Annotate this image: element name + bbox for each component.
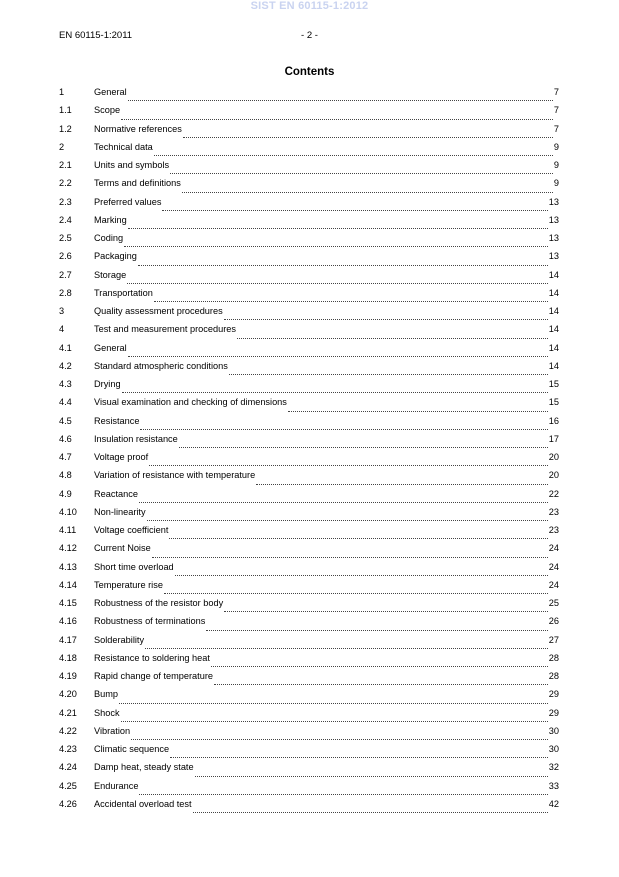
- toc-entry[interactable]: [59, 361, 559, 379]
- toc-leader-dots: [214, 684, 548, 685]
- toc-leader-dots: [122, 392, 548, 393]
- toc-entry-label: Endurance: [94, 780, 139, 791]
- toc-entry-label: Standard atmospheric conditions: [94, 360, 228, 371]
- toc-leader-dots: [211, 666, 548, 667]
- toc-entry-number: 4: [59, 324, 65, 335]
- toc-entry-number: 2.8: [59, 287, 72, 298]
- toc-leader-dots: [140, 429, 547, 430]
- toc-entry-label: Resistance: [94, 415, 140, 426]
- toc-entry-number: 2.7: [59, 269, 72, 280]
- toc-entry-label: Shock: [94, 707, 120, 718]
- toc-entry[interactable]: [59, 562, 559, 580]
- toc-entry-label: Coding: [94, 233, 124, 243]
- toc-entry-number: 4.13: [59, 561, 77, 572]
- toc-entry-label: Visual examination and checking of dimensions: [94, 397, 287, 408]
- toc-entry-page: 27: [548, 634, 559, 645]
- toc-entry-page: 13: [548, 233, 559, 243]
- toc-leader-dots: [121, 119, 553, 120]
- toc-entry-number: 4.17: [59, 634, 77, 645]
- toc-entry-number: 4.22: [59, 725, 77, 736]
- toc-leader-dots: [139, 502, 548, 503]
- toc-entry-page: 9: [553, 141, 559, 152]
- toc-entry[interactable]: [59, 288, 559, 306]
- toc-entry-number: 4.12: [59, 543, 77, 554]
- toc-leader-dots: [288, 411, 548, 412]
- toc-entry-label: Drying: [94, 379, 121, 389]
- toc-entry-page: 14: [548, 269, 559, 280]
- toc-leader-dots: [128, 356, 548, 357]
- toc-entry-number: 4.1: [59, 342, 72, 353]
- toc-entry[interactable]: [59, 178, 559, 196]
- toc-entry-page: 9: [553, 160, 559, 170]
- toc-entry-label: Technical data: [94, 141, 153, 152]
- toc-entry-page: 28: [548, 652, 559, 663]
- toc-entry-label: Accidental overload test: [94, 798, 192, 809]
- toc-entry[interactable]: [59, 635, 559, 653]
- toc-entry[interactable]: [59, 671, 559, 689]
- toc-entry-page: 29: [548, 707, 559, 718]
- toc-entry-number: 4.4: [59, 397, 72, 408]
- toc-entry-label: Reactance: [94, 488, 138, 499]
- toc-entry[interactable]: [59, 306, 559, 324]
- toc-entry-number: 2.5: [59, 233, 72, 243]
- toc-leader-dots: [147, 520, 548, 521]
- toc-leader-dots: [127, 283, 548, 284]
- toc-entry-label: Robustness of terminations: [94, 616, 206, 627]
- toc-entry-page: 13: [548, 196, 559, 207]
- toc-entry-label: Short time overload: [94, 561, 174, 572]
- toc-entry[interactable]: [59, 434, 559, 452]
- page-title: Contents: [284, 66, 335, 78]
- toc-entry-label: Non-linearity: [94, 506, 146, 517]
- toc-entry-page: 13: [548, 251, 559, 262]
- toc-entry[interactable]: [59, 379, 559, 397]
- toc-entry-page: 25: [548, 598, 559, 608]
- toc-entry-number: 4.21: [59, 707, 77, 718]
- toc-leader-dots: [229, 374, 548, 375]
- toc-entry-number: 2.6: [59, 251, 72, 262]
- toc-entry-page: 15: [548, 397, 559, 408]
- toc-entry-label: Marking: [94, 214, 127, 225]
- toc-entry[interactable]: [59, 197, 559, 215]
- toc-leader-dots: [154, 155, 553, 156]
- toc-entry-page: 24: [548, 543, 559, 554]
- toc-entry-page: 24: [548, 579, 559, 590]
- toc-entry-number: 4.7: [59, 452, 72, 462]
- toc-entry-page: 30: [548, 725, 559, 736]
- toc-entry-number: 4.6: [59, 433, 72, 444]
- toc-entry-page: 30: [548, 744, 559, 754]
- toc-entry-label: Preferred values: [94, 196, 162, 207]
- toc-entry[interactable]: [59, 726, 559, 744]
- toc-entry[interactable]: [59, 124, 559, 142]
- toc-entry[interactable]: [59, 416, 559, 434]
- toc-entry-page: 33: [548, 780, 559, 791]
- toc-entry[interactable]: [59, 689, 559, 707]
- toc-entry-number: 1.1: [59, 105, 72, 116]
- toc-entry-label: Voltage coefficient: [94, 525, 169, 535]
- toc-entry-number: 4.9: [59, 488, 72, 499]
- toc-entry[interactable]: [59, 270, 559, 288]
- toc-entry-label: Terms and definitions: [94, 178, 181, 189]
- toc-leader-dots: [128, 100, 553, 101]
- toc-entry-number: 1: [59, 87, 65, 97]
- toc-leader-dots: [170, 173, 553, 174]
- toc-entry[interactable]: [59, 708, 559, 726]
- toc-entry-page: 23: [548, 525, 559, 535]
- toc-entry-page: 20: [548, 470, 559, 481]
- toc-entry-label: Test and measurement procedures: [94, 324, 236, 335]
- toc-entry-label: Current Noise: [94, 543, 151, 554]
- toc-entry-page: 26: [548, 616, 559, 627]
- toc-entry-page: 14: [548, 324, 559, 335]
- toc-entry-page: 7: [553, 123, 559, 134]
- toc-leader-dots: [193, 812, 548, 813]
- toc-entry-label: General: [94, 342, 127, 353]
- toc-entry-page: 13: [548, 214, 559, 225]
- toc-entry[interactable]: [59, 580, 559, 598]
- toc-leader-dots: [128, 228, 548, 229]
- table-of-contents: [59, 87, 559, 817]
- toc-entry-number: 4.2: [59, 360, 72, 371]
- toc-entry-number: 4.20: [59, 689, 77, 700]
- toc-entry-label: Transportation: [94, 287, 153, 298]
- toc-entry[interactable]: [59, 343, 559, 361]
- toc-entry-page: 9: [553, 178, 559, 189]
- toc-leader-dots: [182, 192, 553, 193]
- toc-entry-page: 20: [548, 452, 559, 462]
- watermark: SIST EN 60115-1:2012: [250, 0, 369, 12]
- toc-entry-label: Temperature rise: [94, 579, 163, 590]
- toc-entry-number: 4.18: [59, 652, 77, 663]
- toc-entry[interactable]: [59, 105, 559, 123]
- toc-entry-page: 32: [548, 762, 559, 773]
- toc-leader-dots: [138, 265, 548, 266]
- toc-entry-page: 23: [548, 506, 559, 517]
- toc-leader-dots: [154, 301, 548, 302]
- toc-entry-page: 14: [548, 342, 559, 353]
- toc-entry-number: 4.14: [59, 579, 77, 590]
- toc-entry-number: 2: [59, 141, 65, 152]
- toc-entry[interactable]: [59, 142, 559, 160]
- toc-leader-dots: [152, 557, 548, 558]
- toc-entry-number: 2.1: [59, 160, 72, 170]
- toc-leader-dots: [224, 611, 548, 612]
- toc-entry[interactable]: [59, 87, 559, 105]
- toc-entry[interactable]: [59, 215, 559, 233]
- toc-leader-dots: [183, 137, 553, 138]
- toc-leader-dots: [256, 484, 548, 485]
- toc-entry-number: 4.11: [59, 525, 77, 535]
- toc-entry-label: Variation of resistance with temperature: [94, 470, 256, 481]
- toc-entry[interactable]: [59, 397, 559, 415]
- toc-entry[interactable]: [59, 507, 559, 525]
- toc-entry-number: 4.5: [59, 415, 72, 426]
- toc-entry[interactable]: [59, 233, 559, 251]
- toc-entry[interactable]: [59, 799, 559, 817]
- toc-entry[interactable]: [59, 543, 559, 561]
- toc-entry-label: Solderability: [94, 634, 145, 645]
- toc-entry-page: 17: [548, 433, 559, 444]
- toc-entry-number: 4.3: [59, 379, 72, 389]
- toc-entry[interactable]: [59, 762, 559, 780]
- toc-leader-dots: [224, 319, 548, 320]
- toc-leader-dots: [195, 776, 548, 777]
- toc-entry-label: Climatic sequence: [94, 744, 170, 754]
- toc-entry-number: 2.2: [59, 178, 72, 189]
- toc-entry[interactable]: [59, 324, 559, 342]
- toc-entry-page: 28: [548, 671, 559, 681]
- toc-entry-label: Insulation resistance: [94, 433, 178, 444]
- toc-leader-dots: [131, 739, 548, 740]
- toc-entry-number: 4.10: [59, 506, 77, 517]
- toc-entry-number: 4.19: [59, 671, 77, 681]
- toc-entry-label: Robustness of the resistor body: [94, 598, 224, 608]
- toc-entry-number: 1.2: [59, 123, 72, 134]
- toc-entry-label: Units and symbols: [94, 160, 170, 170]
- toc-entry[interactable]: [59, 160, 559, 178]
- toc-entry-number: 4.26: [59, 798, 77, 809]
- toc-entry[interactable]: [59, 616, 559, 634]
- toc-entry-label: Normative references: [94, 123, 182, 134]
- toc-entry-label: Bump: [94, 689, 119, 700]
- toc-entry-page: 7: [553, 105, 559, 116]
- toc-entry-label: General: [94, 87, 127, 97]
- toc-entry[interactable]: [59, 653, 559, 671]
- toc-entry-number: 4.24: [59, 762, 77, 773]
- toc-leader-dots: [237, 338, 548, 339]
- toc-entry[interactable]: [59, 781, 559, 799]
- toc-entry-label: Damp heat, steady state: [94, 762, 194, 773]
- toc-entry-label: Vibration: [94, 725, 131, 736]
- toc-entry-page: 14: [548, 287, 559, 298]
- toc-entry-page: 29: [548, 689, 559, 700]
- toc-entry-label: Rapid change of temperature: [94, 671, 214, 681]
- page-number: - 2 -: [301, 30, 318, 41]
- toc-entry-number: 4.25: [59, 780, 77, 791]
- toc-leader-dots: [170, 757, 548, 758]
- toc-entry-label: Packaging: [94, 251, 137, 262]
- toc-leader-dots: [119, 703, 548, 704]
- toc-entry-number: 4.8: [59, 470, 72, 481]
- toc-entry[interactable]: [59, 251, 559, 269]
- toc-leader-dots: [175, 575, 548, 576]
- toc-entry-label: Resistance to soldering heat: [94, 652, 210, 663]
- toc-leader-dots: [162, 210, 547, 211]
- toc-entry[interactable]: [59, 525, 559, 543]
- toc-leader-dots: [179, 447, 548, 448]
- toc-entry-label: Quality assessment procedures: [94, 306, 223, 316]
- toc-entry-label: Voltage proof: [94, 452, 149, 462]
- toc-entry-page: 24: [548, 561, 559, 572]
- toc-entry-page: 14: [548, 360, 559, 371]
- toc-leader-dots: [124, 246, 548, 247]
- toc-leader-dots: [149, 465, 548, 466]
- toc-entry-number: 2.4: [59, 214, 72, 225]
- toc-entry-page: 14: [548, 306, 559, 316]
- toc-entry[interactable]: [59, 489, 559, 507]
- toc-entry[interactable]: [59, 470, 559, 488]
- toc-leader-dots: [121, 721, 548, 722]
- toc-entry-page: 16: [548, 415, 559, 426]
- toc-entry[interactable]: [59, 452, 559, 470]
- toc-entry-page: 42: [548, 798, 559, 809]
- toc-entry-number: 3: [59, 306, 65, 316]
- toc-entry-number: 4.16: [59, 616, 77, 627]
- document-id: EN 60115-1:2011: [59, 30, 133, 41]
- toc-leader-dots: [139, 794, 547, 795]
- toc-entry[interactable]: [59, 744, 559, 762]
- toc-entry-number: 4.15: [59, 598, 77, 608]
- toc-leader-dots: [169, 538, 547, 539]
- toc-leader-dots: [145, 648, 548, 649]
- toc-entry-page: 15: [548, 379, 559, 389]
- toc-entry-label: Storage: [94, 269, 127, 280]
- toc-entry[interactable]: [59, 598, 559, 616]
- toc-entry-number: 4.23: [59, 744, 77, 754]
- toc-leader-dots: [164, 593, 548, 594]
- toc-entry-label: Scope: [94, 105, 121, 116]
- toc-leader-dots: [206, 630, 547, 631]
- toc-entry-number: 2.3: [59, 196, 72, 207]
- toc-entry-page: 22: [548, 488, 559, 499]
- toc-entry-page: 7: [553, 87, 559, 97]
